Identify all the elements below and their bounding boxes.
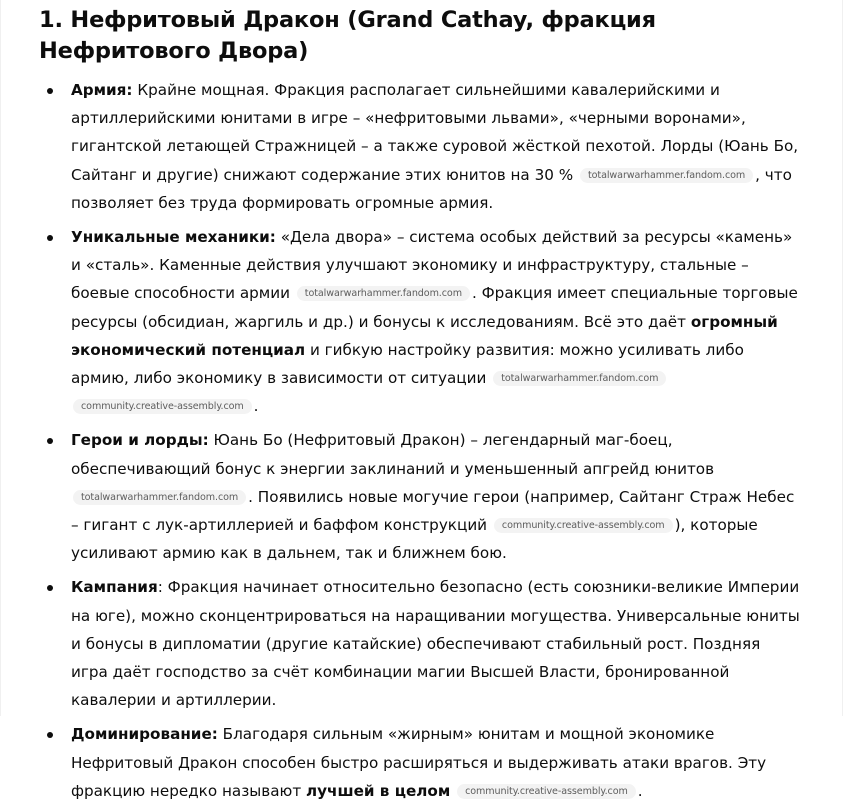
section-heading: 1. Нефритовый Дракон (Grand Cathay, фракция Нефритового Двора) [39,7,656,64]
citation-link[interactable]: community.creative-assembly.com [73,399,252,414]
item-text: : Фракция начинает относительно безопасно (есть союзники-великие Империи на юге), можно сконцентрироваться на наращивании могущества. Универсальные юниты и бонусы в дипломатии (другие катайские) обеспечивают стабильный рост. Поздняя игра даёт господство за счёт комбинации магии Высшей Власти, бронированной кавалерии и артиллерии. [71,578,800,710]
item-label: Уникальные механики: [71,228,276,247]
citation-link[interactable]: community.creative-assembly.com [457,784,636,799]
citation-link[interactable]: totalwarwarhammer.fandom.com [580,168,753,183]
item-text: «Дела двора» – система особых действий за ресурсы «камень» и «сталь». Каменные действия улучшают экономику и инфраструктуру, стальные – боевые способности армии [71,228,793,303]
item-text: . [253,397,259,416]
citation-link[interactable]: totalwarwarhammer.fandom.com [73,490,246,505]
item-label: Доминирование: [71,725,218,744]
item-text: Крайне мощная. Фракция располагает сильнейшими кавалерийскими и артиллерийскими юнитами в игре – «нефритовыми львами», «черными воронами», гигантской летающей Стражницей – а также суровой жёсткой пехотой. Лорды (Юань Бо, Сайтанг и другие) снижают содержание этих юнитов на 30 % [71,81,799,184]
item-text: Благодаря сильным «жирным» юнитам и мощной экономике Нефритовый Дракон способен быстро расширяться и выдерживать атаки врагов. Эту фракцию нередко называют [71,725,767,800]
item-text: Юань Бо (Нефритовый Дракон) – легендарный маг-боец, обеспечивающий бонус к энергии заклинаний и уменьшенный апгрейд юнитов [71,431,715,478]
item-emphasis: лучшей в целом [306,781,451,800]
citation-link[interactable]: totalwarwarhammer.fandom.com [493,371,666,386]
faction-feature-list [1,76,801,811]
list-item-mechanics [1,223,801,420]
item-emphasis: огромный экономический потенциал [71,312,778,359]
item-label: Армия: [71,81,133,99]
item-text: . Появились новые могучие герои (например, Сайтанг Страж Небес – гигант с лук-артиллерией и баффом конструкций [71,487,795,535]
list-item-heroes [1,426,801,567]
item-label: Кампания [71,578,158,597]
citation-link[interactable]: totalwarwarhammer.fandom.com [297,286,470,301]
list-item-army [1,76,801,217]
citation-link[interactable]: community.creative-assembly.com [494,518,673,533]
item-text: , что позволяет без труда формировать огромные армия. [71,165,792,212]
item-text: ), которые усиливают армию как в дальнем, так и ближнем бою. [71,516,758,563]
item-label: Герои и лорды: [71,431,209,450]
item-text: . Фракция имеет специальные торговые ресурсы (обсидиан, жаргиль и др.) и бонусы к исследованиям. Всё это даёт [71,284,798,331]
list-item-campaign [1,573,801,714]
item-text: и гибкую настройку развития: можно усиливать либо армию, либо экономику в зависимости от ситуации [71,340,744,388]
list-item-domination [1,720,801,805]
item-text [450,782,455,800]
item-text: . [637,781,643,800]
